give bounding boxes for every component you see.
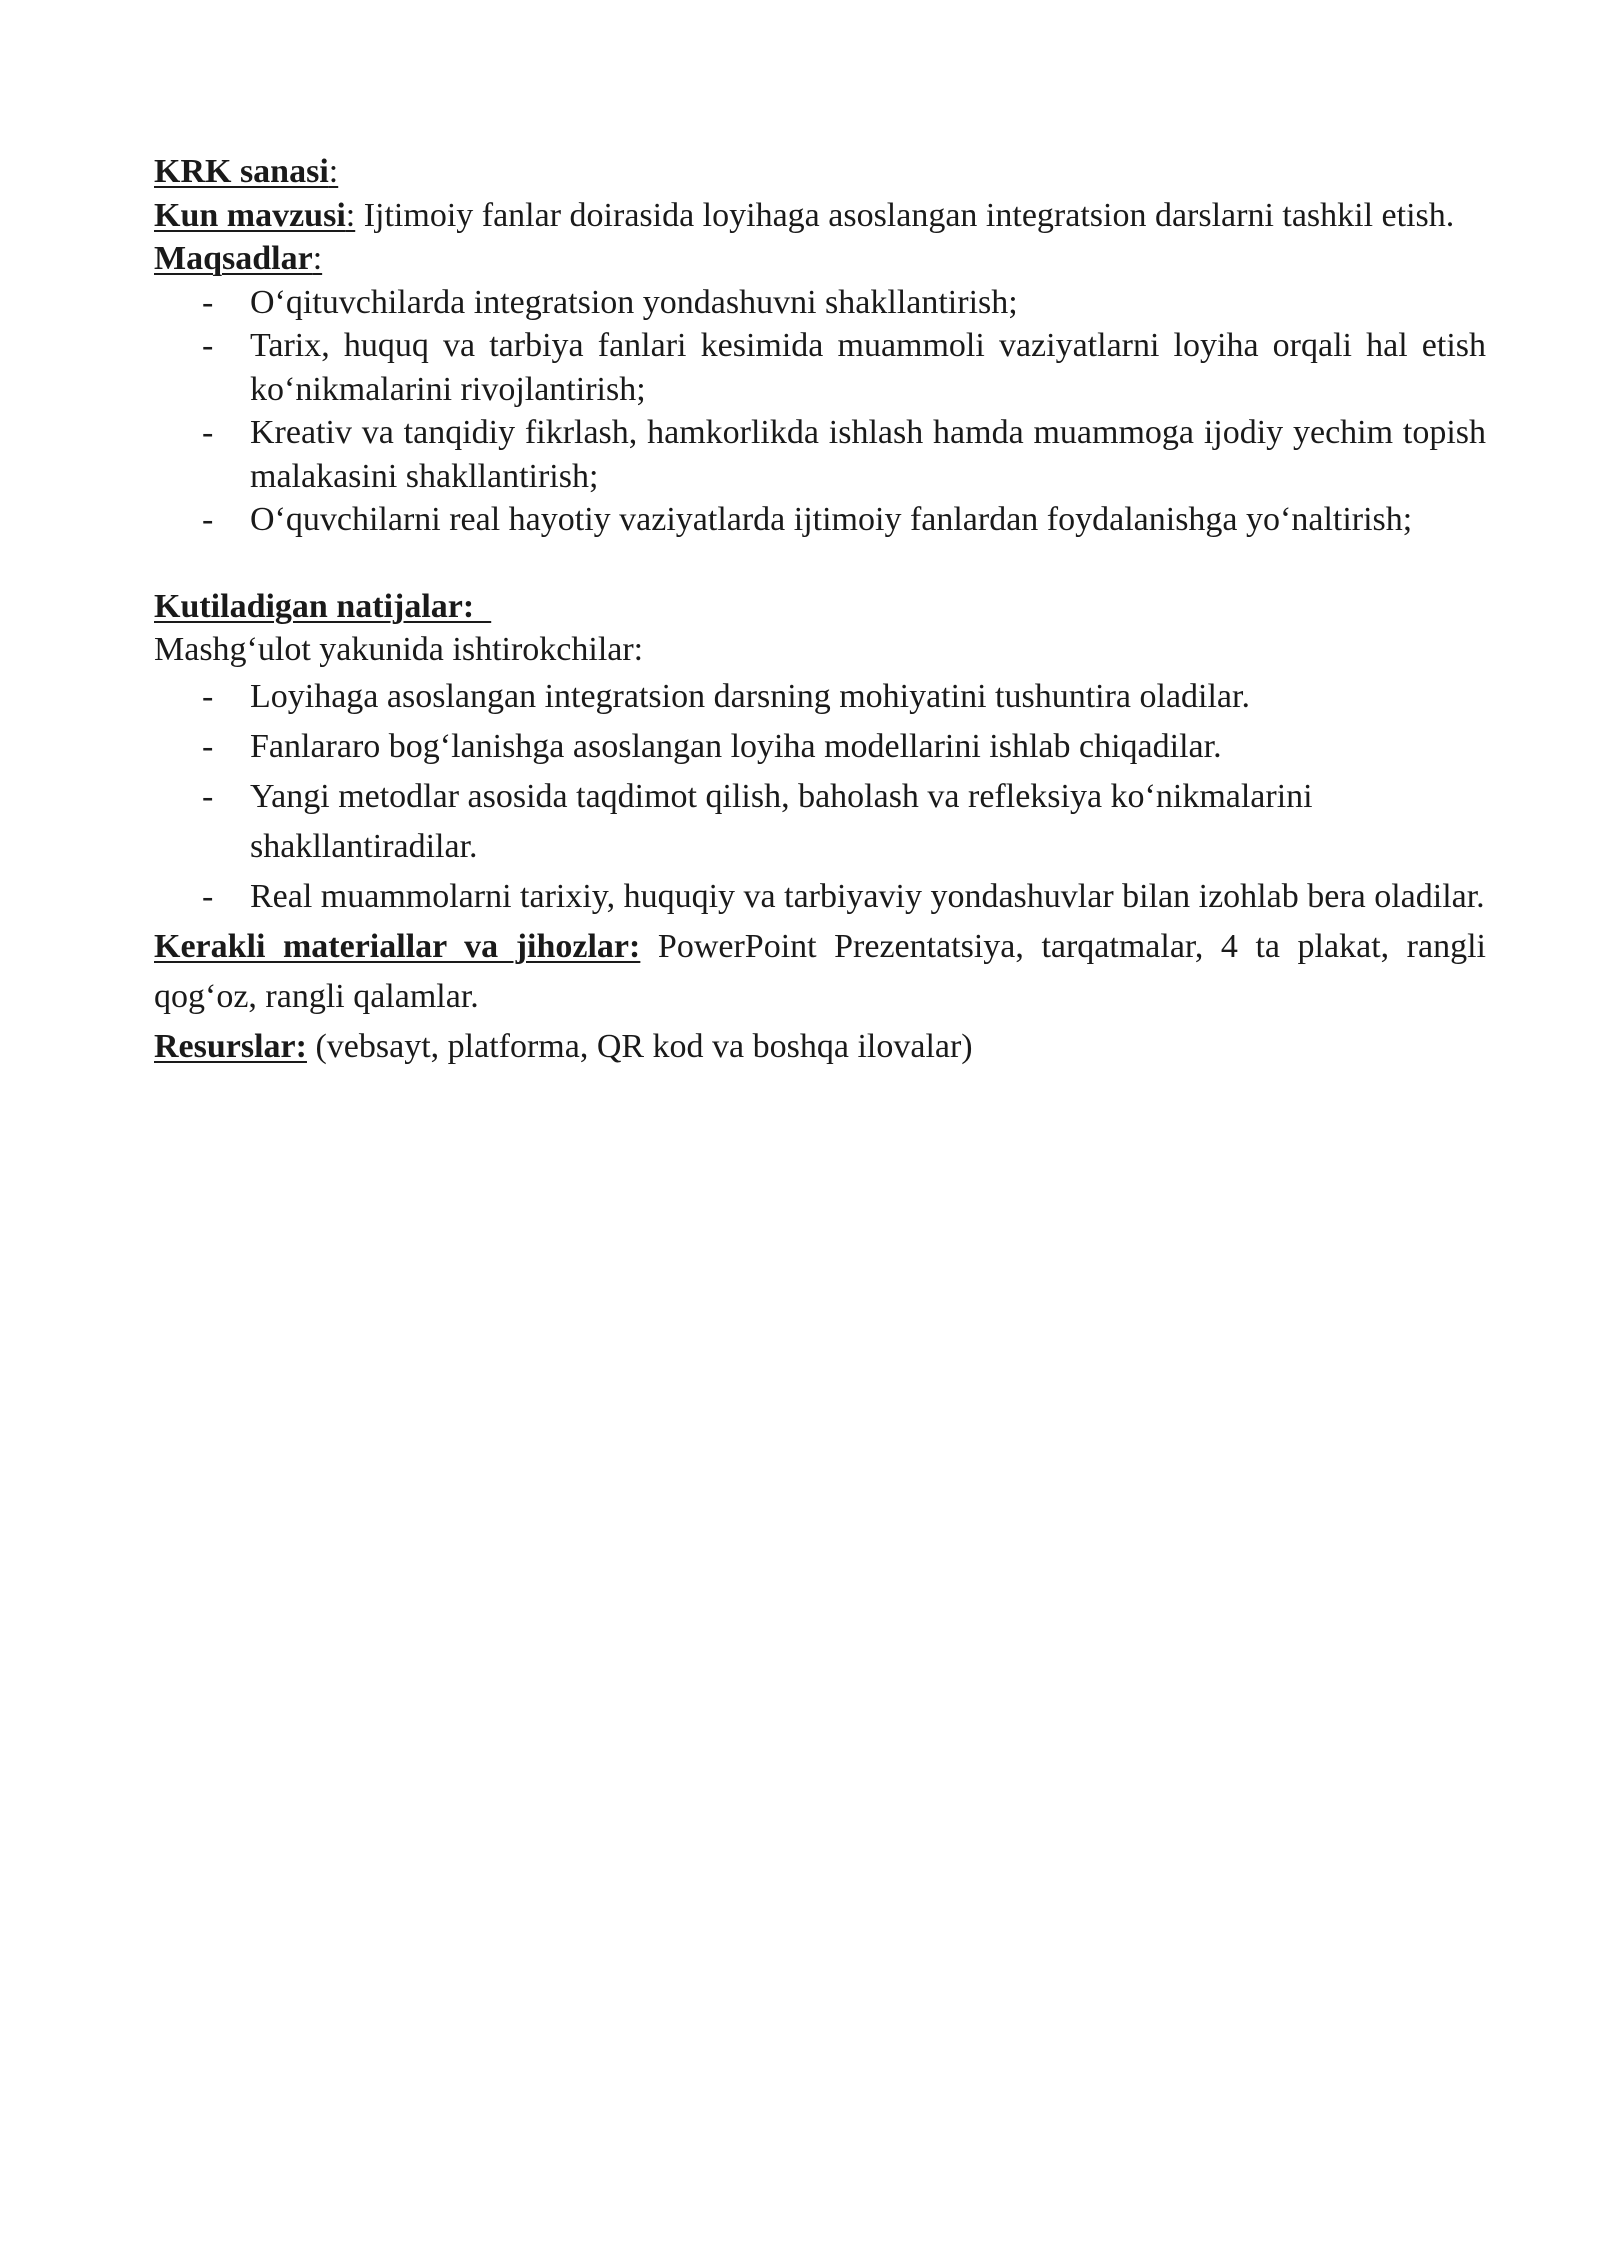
result-text: Real muammolarni tarixiy, huquqiy va tarbiyaviy yondashuvlar bilan izohlab bera oladilar. [250, 877, 1485, 915]
dash-bullet: - [202, 327, 214, 364]
results-list [154, 672, 1486, 922]
materials-text: PowerPoint Prezentatsiya, tarqatmalar, 4 ta plakat, rangli qog‘oz, rangli qalamlar. [154, 927, 1486, 1015]
list-item [154, 281, 1486, 325]
list-item [154, 722, 1486, 772]
day-topic-text: Ijtimoiy fanlar doirasida loyihaga asoslangan integratsion darslarni tashkil etish. [355, 196, 1455, 234]
dash-bullet: - [202, 727, 214, 765]
goal-text: O‘qituvchilarda integratsion yondashuvni shakllantirish; [250, 283, 1018, 321]
dash-bullet: - [202, 877, 214, 915]
list-item [154, 872, 1486, 922]
krk-date-colon: : [328, 153, 339, 190]
list-item [154, 772, 1486, 872]
resources-label: Resurslar: [154, 1027, 307, 1065]
dash-bullet: - [202, 501, 214, 538]
dash-bullet: - [202, 414, 214, 451]
krk-date-label: KRK sanasi [154, 153, 329, 190]
document-page [154, 150, 1486, 1072]
goals-list [154, 281, 1486, 542]
day-topic-label: Kun mavzusi [154, 196, 346, 234]
krk-date-line [154, 150, 1486, 194]
resources-line [154, 1022, 1486, 1072]
list-item [154, 672, 1486, 722]
result-text: Fanlararo bog‘lanishga asoslangan loyiha modellarini ishlab chiqadilar. [250, 727, 1222, 765]
dash-bullet: - [202, 283, 214, 321]
result-text: Loyihaga asoslangan integratsion darsning mohiyatini tushuntira oladilar. [250, 677, 1250, 715]
materials-line [154, 922, 1486, 1022]
results-heading [154, 585, 1486, 629]
day-topic-line [154, 194, 1486, 238]
goals-label: Maqsadlar [154, 240, 313, 277]
resources-text: (vebsayt, platforma, QR kod va boshqa ilovalar) [306, 1027, 973, 1065]
list-item [154, 324, 1486, 411]
dash-bullet: - [202, 777, 214, 815]
materials-label: Kerakli materiallar va jihozlar: [154, 927, 641, 965]
goal-text: Kreativ va tanqidiy fikrlash, hamkorlikda ishlash hamda muammoga ijodiy yechim topish malakasini shakllantirish; [250, 414, 1486, 495]
goals-colon: : [312, 240, 323, 277]
list-item [154, 411, 1486, 498]
dash-bullet: - [202, 677, 214, 715]
list-item [154, 498, 1486, 542]
goal-text: O‘quvchilarni real hayotiy vaziyatlarda ijtimoiy fanlardan foydalanishga yo‘naltirish; [250, 501, 1413, 538]
results-label: Kutiladigan natijalar: [154, 587, 492, 625]
day-topic-colon: : [345, 196, 356, 234]
section-spacer [154, 542, 1486, 585]
goals-heading [154, 237, 1486, 281]
result-text: Yangi metodlar asosida taqdimot qilish, baholash va refleksiya ko‘nikmalarini shakllantiradilar. [250, 777, 1313, 865]
results-intro: Mashg‘ulot yakunida ishtirokchilar: [154, 631, 644, 668]
goal-text: Tarix, huquq va tarbiya fanlari kesimida muammoli vaziyatlarni loyiha orqali hal etish ko‘nikmalarini rivojlantirish; [250, 327, 1486, 408]
